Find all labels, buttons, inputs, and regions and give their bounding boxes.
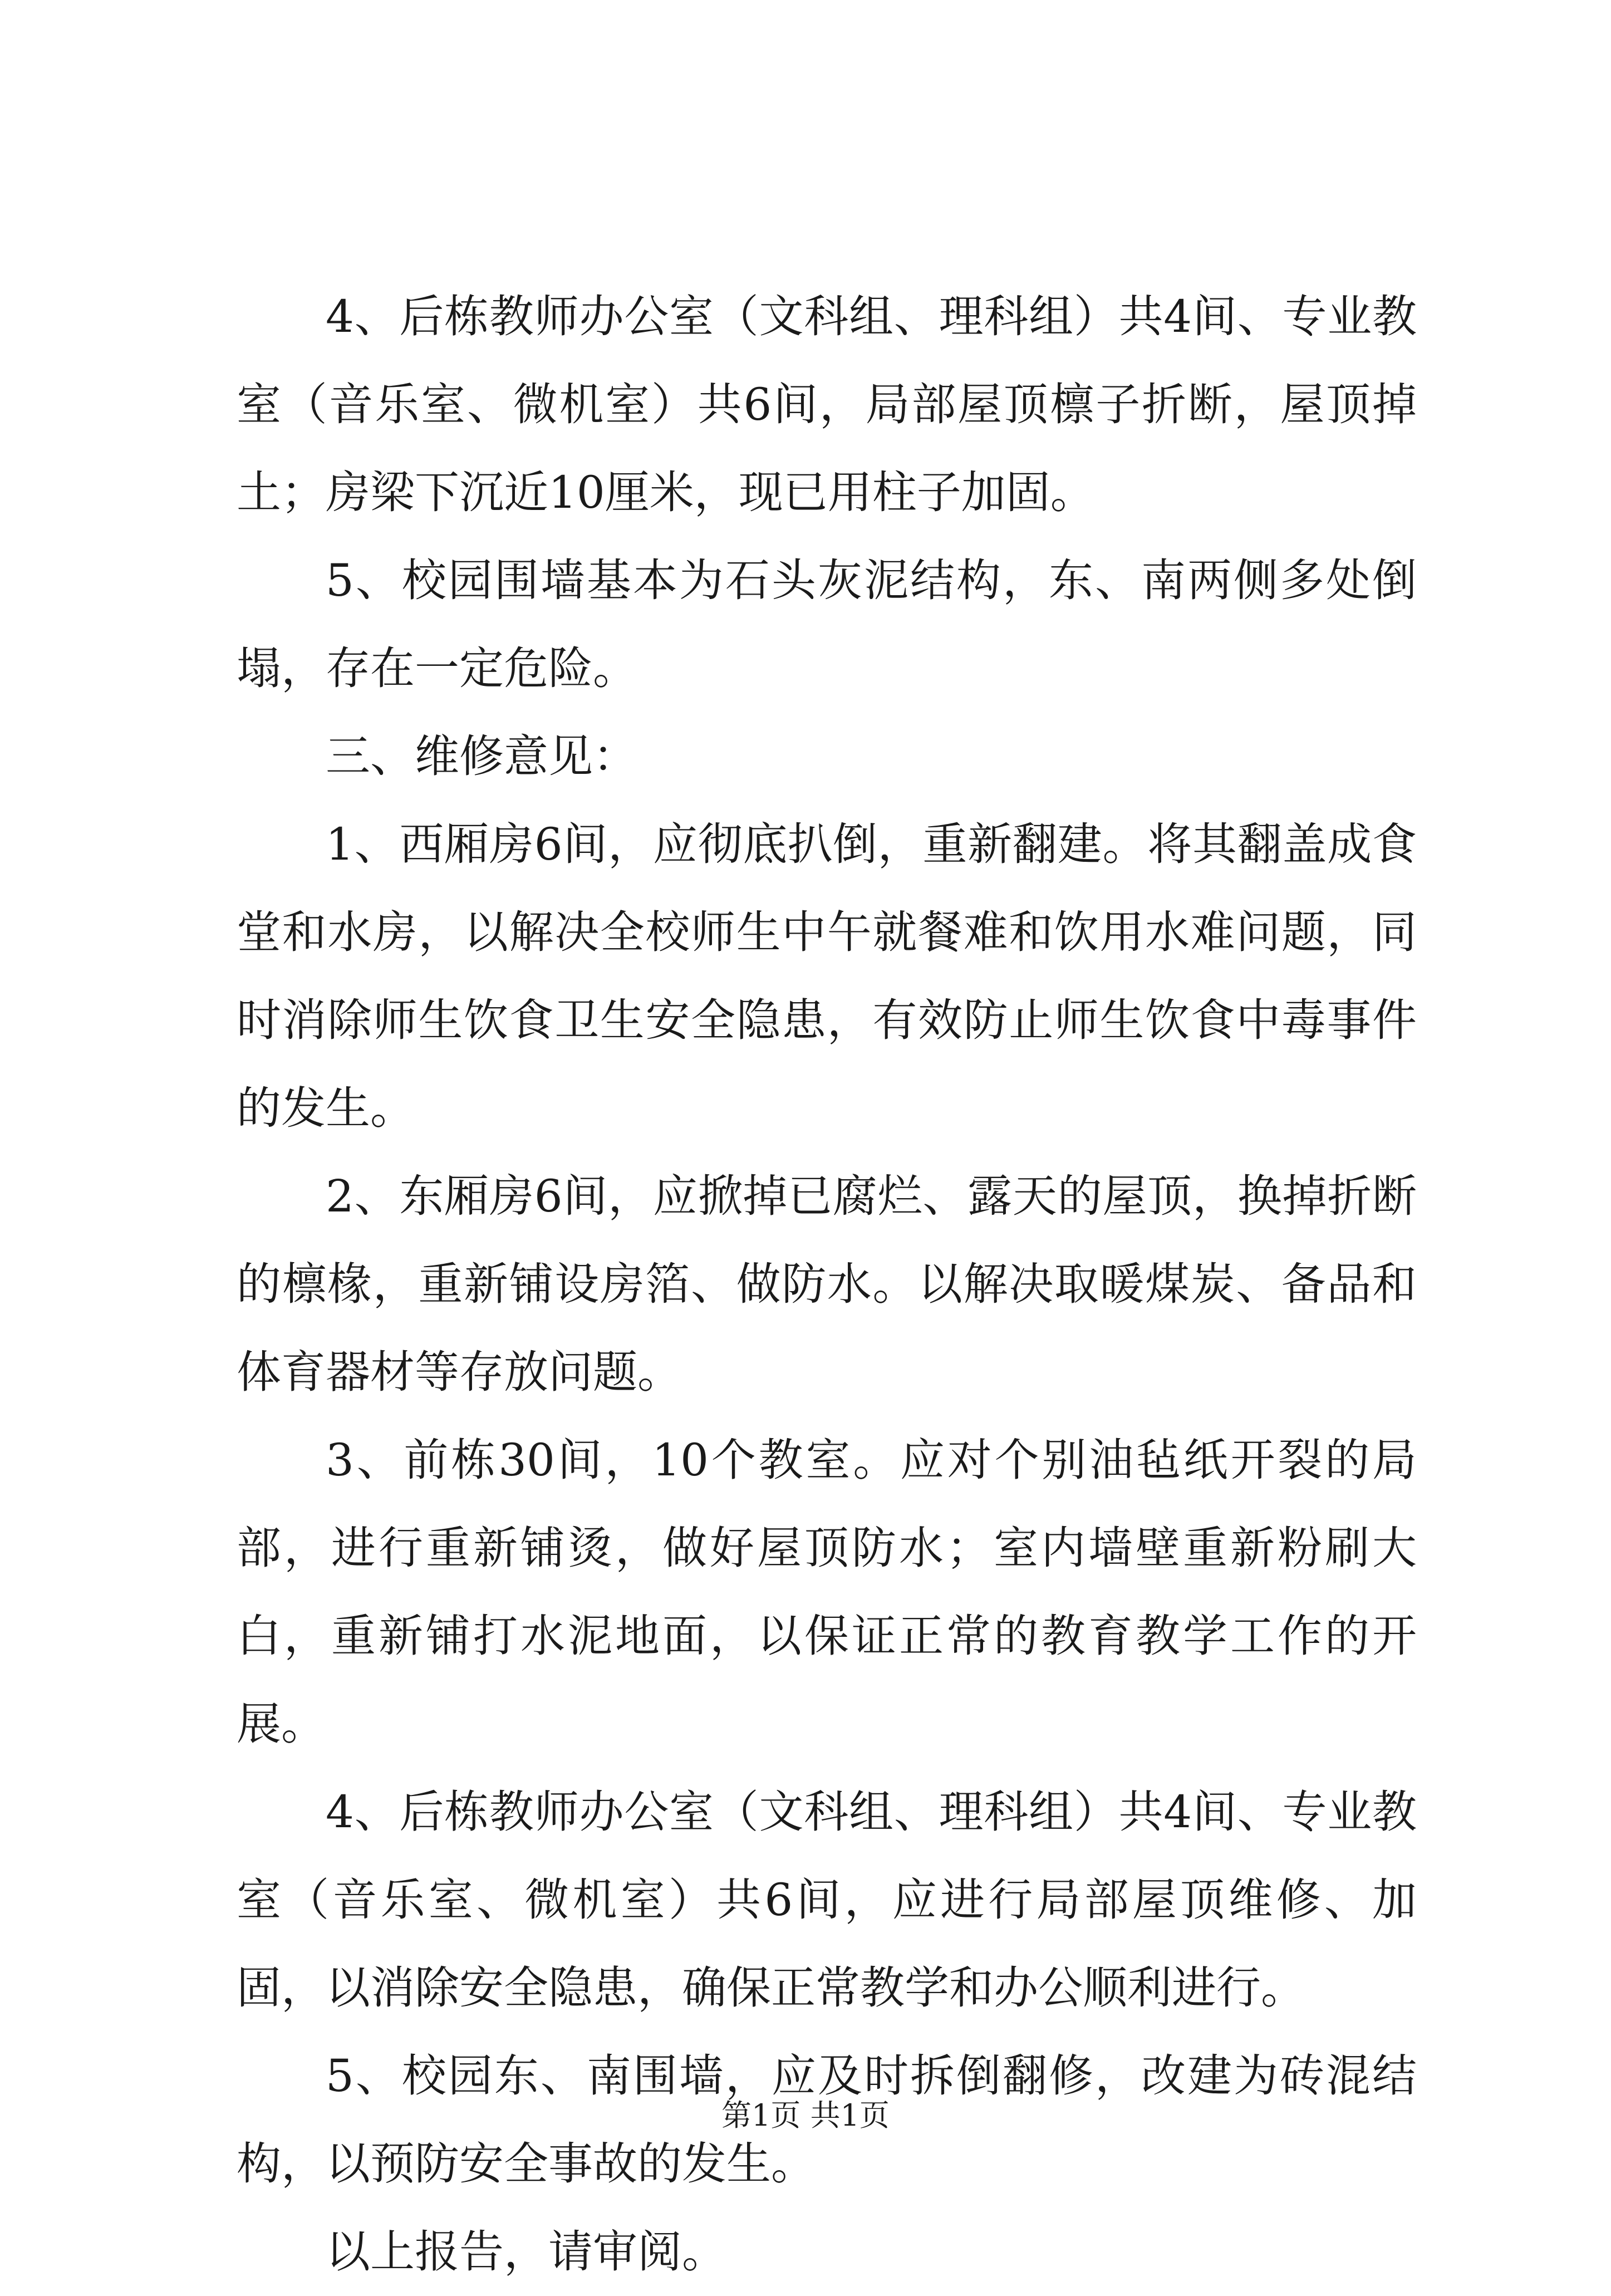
page-footer: 第1页 共1页 xyxy=(721,2098,890,2133)
paragraph-5-wall-damage: 5、校园围墙基本为石头灰泥结构，东、南两侧多处倒塌，存在一定危险。 xyxy=(237,555,1417,694)
section-heading-repair-opinions: 三、维修意见： xyxy=(326,730,637,782)
document-body xyxy=(237,273,1417,2296)
paragraph-repair-4: 4、后栋教师办公室（文科组、理科组）共4间、专业教室（音乐室、微机室）共6间，应进行局部屋顶维修、加固，以消除安全隐患，确保正常教学和办公顺利进行。 xyxy=(237,1786,1417,2014)
paragraph-repair-3: 3、前栋30间，10个教室。应对个别油毡纸开裂的局部，进行重新铺烫，做好屋顶防水；室内墙壁重新粉刷大白，重新铺打水泥地面，以保证正常的教育教学工作的开展。 xyxy=(237,1434,1417,1750)
paragraph-repair-5: 5、校园东、南围墙，应及时拆倒翻修，改建为砖混结构，以预防安全事故的发生。 xyxy=(237,2050,1417,2190)
paragraph-4-office-damage: 4、后栋教师办公室（文科组、理科组）共4间、专业教室（音乐室、微机室）共6间，局部屋顶檩子折断，屋顶掉土；房梁下沉近10厘米，现已用柱子加固。 xyxy=(237,291,1417,518)
closing-line: 以上报告，请审阅。 xyxy=(326,2226,726,2278)
paragraph-repair-1: 1、西厢房6间，应彻底扒倒，重新翻建。将其翻盖成食堂和水房，以解决全校师生中午就餐难和饮用水难问题，同时消除师生饮食卫生安全隐患，有效防止师生饮食中毒事件的发生。 xyxy=(237,818,1417,1134)
paragraph-repair-2: 2、东厢房6间，应掀掉已腐烂、露天的屋顶，换掉折断的檩椽，重新铺设房箔、做防水。以解决取暖煤炭、备品和体育器材等存放问题。 xyxy=(237,1170,1417,1398)
